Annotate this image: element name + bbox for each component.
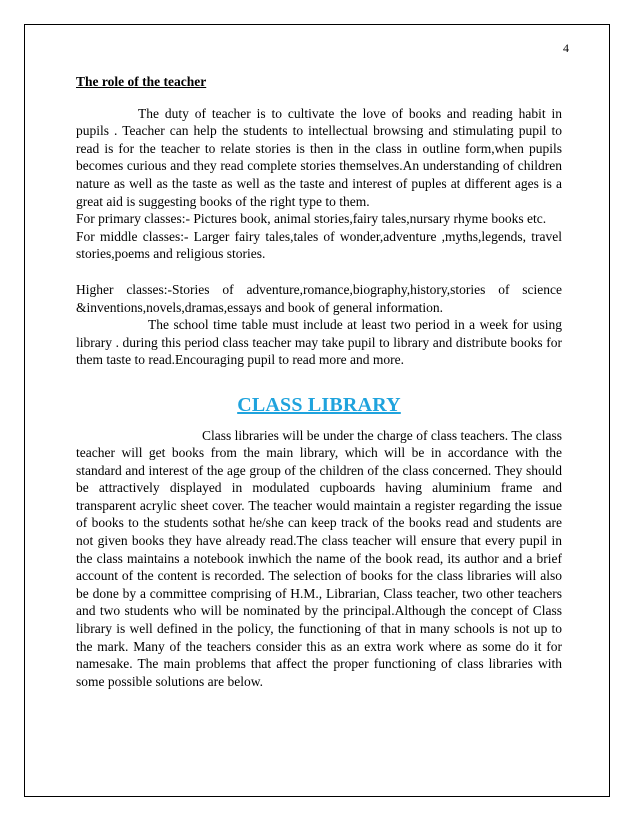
- middle-classes-text: For middle classes:- Larger fairy tales,tales of wonder,adventure ,myths,legends, travel stories,poems and religious stories.: [76, 228, 562, 262]
- class-library-paragraph: Class libraries will be under the charge of class teachers. The class teacher will get books from the main library, which will be in accordance with the standard and interest of the age group of the children of the class concerned. They should be attractively displayed in modulated cupboards having aluminium frame and transparent acrylic sheet cover. The teacher would maintain a register regarding the issue of books to the students sothat he/she can keep track of the books read and students are not given books they have already read.The class teacher will ensure that every pupil in the class maintains a notebook inwhich the name of the book read, its author and a brief account of the content is recorded. The selection of books for the class libraries will also be done by a committee comprising of H.M., Librarian, Class teacher, two other teachers and two students who will be nominated by the principal.Although the concept of Class library is well defined in the policy, the functioning of that in many schools is not up to the mark. Many of the teachers consider this as an extra work where as some do it for namesake. The main problems that affect the proper functioning of class libraries with some possible solutions are below.: [76, 427, 562, 689]
- document-body: [76, 73, 562, 690]
- page-number: 4: [563, 41, 569, 55]
- primary-classes-text: For primary classes:- Pictures book, animal stories,fairy tales,nursary rhyme books etc.: [76, 211, 547, 227]
- higher-classes-text: Higher classes:-Stories of adventure,romance,biography,history,stories of science &inventions,novels,dramas,essays and book of general information.: [76, 281, 562, 315]
- class-library-title: CLASS LIBRARY: [237, 393, 401, 416]
- spacer: [76, 263, 562, 281]
- role-paragraph: The duty of teacher is to cultivate the love of books and reading habit in pupils . Teacher can help the students to intellectual browsing and stimulating pupil to read is for the teacher to relate stories is then in the class in outline form,when pupils becomes curious and they read complete stories themselves.An understanding of children nature as well as the taste as well as the taste and interest of puples at different ages is a great aid is suggesting books of the right type to them.: [76, 105, 562, 209]
- role-of-teacher-heading: The role of the teacher: [76, 74, 207, 89]
- timetable-paragraph: The school time table must include at least two period in a week for using library . during this period class teacher may take pupil to library and distribute books for them taste to read.Encouraging pupil to read more and more.: [76, 317, 562, 368]
